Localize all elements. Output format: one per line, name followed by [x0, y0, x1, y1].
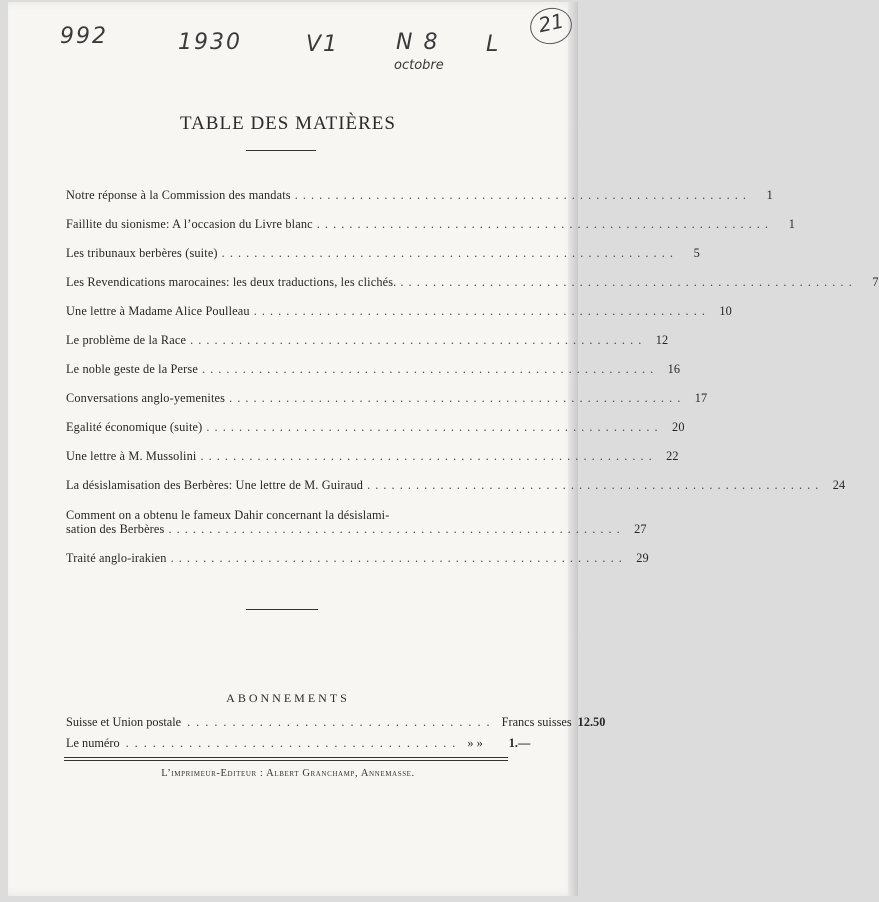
- toc-entry-page-number: 10: [719, 304, 732, 318]
- toc-entry: [66, 246, 700, 260]
- subscription-row-single-issue: [66, 736, 531, 751]
- toc-entry-title: sation des Berbères: [66, 522, 165, 536]
- toc-entry-page-number: 5: [693, 246, 700, 260]
- toc-entry-page-number: 1: [788, 217, 796, 231]
- toc-entry-line: [66, 362, 681, 376]
- leader-dots: . . . . . . . . . . . . . . . . . . . . . . . . . . . . . . . . . . . . . . . . . . . . . . . . . . . . . . . .: [206, 420, 659, 434]
- handwritten-month: octobre: [394, 58, 444, 73]
- toc-entry: [66, 420, 685, 434]
- toc-entry: [66, 333, 669, 347]
- subscription-label: Suisse et Union postale: [66, 715, 182, 729]
- toc-entry-title: Le problème de la Race: [66, 333, 187, 347]
- toc-entry-title: Les tribunaux berbères (suite): [66, 246, 218, 260]
- toc-entry: [66, 217, 796, 231]
- toc-entry-line: [66, 508, 504, 522]
- toc-entry-line: [66, 391, 708, 405]
- leader-dots: . . . . . . . . . . . . . . . . . . . . . . . . . . . . . . . . . . . . . . . . . . . . . . . . . . . . . . . .: [400, 275, 853, 289]
- toc-entry: [66, 362, 681, 376]
- toc-entry-page-number: 29: [636, 551, 649, 565]
- subscriptions-title: ABONNEMENTS: [226, 691, 350, 705]
- toc-entry: [66, 304, 732, 318]
- subscription-label: Le numéro: [66, 736, 120, 750]
- toc-entry-title: La désislamisation des Berbères: Une lettre de M. Guiraud: [66, 478, 364, 492]
- toc-entry-title: Comment on a obtenu le fameux Dahir concernant la désislami-: [66, 508, 390, 522]
- leader-dots: . . . . . . . . . . . . . . . . . . . . . . . . . . . . . . . . . . . . . . . . . . . . . . . . . . . . . . . .: [316, 217, 770, 231]
- leader-dots: . . . . . . . . . . . . . . . . . . . . . . . . . . . . . . . . . . . . . . . . . . . . . . . . . . . . . . . .: [253, 304, 706, 318]
- subscription-currency: » »: [467, 736, 483, 750]
- toc-entry-title: Conversations anglo-yemenites: [66, 391, 226, 405]
- toc-entry-title: Une lettre à M. Mussolini: [66, 449, 197, 463]
- toc-entry-title: Faillite du sionisme: A l’occasion du Livre blanc: [66, 217, 313, 231]
- leader-dots: . . . . . . . . . . . . . . . . . . . . . . . . . . . . . . . . . . . . . . . . . . . . . . . . . . . . . . . .: [168, 522, 621, 536]
- toc-entry-page-number: 17: [694, 391, 708, 405]
- handwritten-year: 1930: [178, 30, 242, 55]
- toc-entry-line: [66, 304, 732, 318]
- toc-entry-title: Notre réponse à la Commission des mandats: [66, 188, 291, 202]
- toc-entry-line: [66, 246, 700, 260]
- toc-entry-page-number: 22: [666, 449, 679, 463]
- toc-entry: [66, 188, 773, 202]
- toc-entry-page-number: 1: [766, 188, 773, 202]
- toc-entry-line: [66, 420, 685, 434]
- toc-entry-line: [66, 217, 796, 231]
- leader-dots: . . . . . . . . . . . . . . . . . . . . . . . . . . . . . . . . . . . . . . . . . . . . . . . . . . . . . . . .: [221, 246, 674, 260]
- document-page: [8, 2, 879, 896]
- toc-entry-line: [66, 522, 647, 536]
- leader-dots: . . . . . . . . . . . . . . . . . . . . . . . . . . . . . . . . . . . . . . . . . . . . . . . . . . . . . . . .: [190, 333, 643, 347]
- title-rule: [246, 150, 316, 151]
- toc-entry-title: Egalité économique (suite): [66, 420, 203, 434]
- handwritten-mark: L: [486, 32, 501, 57]
- leader-dots: . . . . . . . . . . . . . . . . . . . . . . . . . . . . . . . . . . . . . . . . . . . . . . . . . . . . . . . .: [367, 478, 820, 492]
- handwritten-issue: N 8: [396, 30, 440, 55]
- toc-entry-page-number: 27: [634, 522, 647, 536]
- leader-dots: . . . . . . . . . . . . . . . . . . . . . . . . . . . . . . . . . . . . . . . . . . . . . . . . . . . . . . . .: [294, 188, 747, 202]
- toc-title: TABLE DES MATIÈRES: [180, 113, 396, 134]
- toc-entry-line: [66, 551, 649, 565]
- leader-dots: ..................................: [187, 715, 496, 729]
- subscription-currency: Francs suisses: [501, 715, 572, 729]
- imprint-line: L’imprimeur-Editeur : Albert Granchamp, Annemasse.: [161, 768, 415, 779]
- toc-entry-title: Traité anglo-irakien: [66, 551, 167, 565]
- toc-entry-title: Une lettre à Madame Alice Poulleau: [66, 304, 250, 318]
- toc-entry: [66, 275, 879, 289]
- toc-entry-page-number: 7: [872, 275, 879, 289]
- toc-entry-page-number: 16: [667, 362, 681, 376]
- toc-entry-line: [66, 275, 879, 289]
- toc-entry-line: [66, 188, 773, 202]
- circled-page-number-text: 21: [536, 8, 567, 38]
- imprint-rule-bottom: [64, 760, 508, 761]
- toc-entry: [66, 551, 649, 565]
- toc-entry-page-number: 12: [655, 333, 669, 347]
- toc-entry-title: Les Revendications marocaines: les deux traductions, les clichés.: [66, 275, 397, 289]
- subscription-row-international: [66, 715, 606, 730]
- handwritten-volume: V1: [306, 32, 340, 57]
- subscription-amount: 1.—: [508, 736, 531, 750]
- leader-dots: .....................................: [125, 736, 462, 750]
- toc-entry-title: Le noble geste de la Perse: [66, 362, 198, 376]
- toc-entry: [66, 478, 846, 492]
- imprint-rule-top: [64, 757, 508, 758]
- toc-entry-page-number: 24: [832, 478, 846, 492]
- toc-entry-line: [66, 449, 679, 463]
- toc-entry-line: [66, 478, 846, 492]
- toc-entry-line: [66, 333, 669, 347]
- leader-dots: . . . . . . . . . . . . . . . . . . . . . . . . . . . . . . . . . . . . . . . . . . . . . . . . . . . . . . . .: [170, 551, 623, 565]
- leader-dots: . . . . . . . . . . . . . . . . . . . . . . . . . . . . . . . . . . . . . . . . . . . . . . . . . . . . . . . .: [201, 362, 655, 376]
- section-rule: [246, 609, 318, 610]
- handwritten-number: 992: [60, 24, 108, 49]
- toc-entry: [66, 391, 708, 405]
- toc-entry: [66, 449, 679, 463]
- leader-dots: . . . . . . . . . . . . . . . . . . . . . . . . . . . . . . . . . . . . . . . . . . . . . . . . . . . . . . . .: [229, 391, 682, 405]
- leader-dots: . . . . . . . . . . . . . . . . . . . . . . . . . . . . . . . . . . . . . . . . . . . . . . . . . . . . . . . .: [200, 449, 653, 463]
- subscription-amount: 12.50: [577, 715, 606, 729]
- toc-entry: [66, 508, 647, 536]
- toc-entry-page-number: 20: [672, 420, 685, 434]
